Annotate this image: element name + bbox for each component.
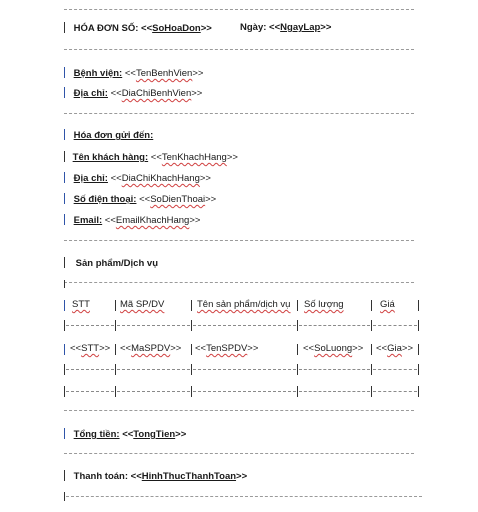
cell-dash: [299, 369, 370, 370]
cell-price[interactable]: <<Gia>>: [376, 343, 414, 354]
customer-name-label: Tên khách hàng:: [72, 152, 149, 163]
customer-phone-line: [64, 193, 216, 206]
cell-name[interactable]: <<TenSPDV>>: [195, 343, 259, 354]
customer-email-field[interactable]: <<EmailKhachHang>>: [104, 215, 201, 226]
text-cursor-bar: [64, 87, 65, 98]
customer-email-label: Email:: [73, 215, 103, 226]
customer-address-line: [64, 172, 211, 185]
cell-border: [64, 320, 65, 331]
cell-dash: [117, 391, 190, 392]
cell-border: [191, 344, 192, 355]
text-cursor-bar: [64, 428, 65, 439]
payment-field[interactable]: <<HinhThucThanhToan>>: [130, 471, 248, 482]
cell-code[interactable]: <<MaSPDV>>: [120, 343, 182, 354]
payment-line: [64, 470, 247, 483]
divider: [64, 9, 414, 10]
column-header-code: Mã SP/DV: [120, 299, 165, 310]
cell-dash: [117, 369, 190, 370]
cell-border: [371, 300, 372, 311]
invoice-number-label: HÓA ĐƠN SỐ:: [73, 23, 139, 34]
divider: [64, 113, 414, 114]
cell-border: [371, 320, 372, 331]
invoice-number-field[interactable]: <<SoHoaDon>>: [141, 23, 212, 34]
cell-border: [371, 344, 372, 355]
cell-border: [115, 344, 116, 355]
cell-dash: [373, 391, 417, 392]
cell-border: [115, 364, 116, 375]
cell-dash: [373, 369, 417, 370]
recipient-section-title: Hóa đơn gửi đến:: [64, 129, 153, 142]
cell-border: [115, 300, 116, 311]
total-label: Tổng tiền:: [73, 429, 120, 440]
total-line: [64, 428, 186, 441]
cell-quantity[interactable]: <<SoLuong>>: [303, 343, 364, 354]
customer-name-field[interactable]: <<TenKhachHang>>: [150, 152, 238, 163]
cell-border: [418, 300, 419, 311]
cell-border: [191, 300, 192, 311]
products-section-title: Sản phẩm/Dịch vụ: [64, 257, 158, 270]
cell-border: [115, 386, 116, 397]
cell-border: [64, 300, 65, 311]
cell-border: [64, 386, 65, 397]
cell-dash: [193, 391, 296, 392]
divider: [64, 453, 414, 454]
cell-border: [115, 320, 116, 331]
cell-dash: [117, 325, 190, 326]
cell-dash: [299, 391, 370, 392]
hospital-address-line: [64, 87, 202, 100]
cell-dash: [373, 325, 417, 326]
cell-dash: [66, 325, 114, 326]
text-cursor-bar: [64, 214, 65, 225]
cell-border: [418, 386, 419, 397]
column-header-stt: STT: [72, 299, 90, 310]
cell-border: [297, 386, 298, 397]
invoice-date: [240, 22, 331, 34]
column-header-name: Tên sản phẩm/dịch vụ: [197, 299, 291, 310]
text-cursor-bar: [64, 172, 65, 183]
cell-dash: [193, 369, 296, 370]
divider: [66, 496, 422, 497]
invoice-header: [64, 22, 212, 35]
total-field[interactable]: <<TongTien>>: [122, 429, 187, 440]
column-header-price: Giá: [380, 299, 395, 310]
cell-border: [297, 320, 298, 331]
customer-phone-label: Số điện thoại:: [73, 194, 137, 205]
cell-border: [191, 386, 192, 397]
customer-name-line: [64, 151, 238, 164]
divider: [64, 282, 414, 283]
text-cursor-bar: [64, 470, 65, 481]
hospital-address-field[interactable]: <<DiaChiBenhVien>>: [110, 88, 203, 99]
cell-border: [191, 364, 192, 375]
divider: [64, 410, 414, 411]
cell-border: [418, 344, 419, 355]
divider: [64, 49, 414, 50]
hospital-address-label: Địa chỉ:: [73, 88, 108, 99]
cell-dash: [299, 325, 370, 326]
text-cursor-bar: [64, 129, 65, 140]
text-cursor-bar: [64, 22, 65, 33]
text-cursor-bar: [64, 280, 65, 288]
cell-border: [64, 364, 65, 375]
text-cursor-bar: [64, 151, 65, 162]
divider: [64, 240, 414, 241]
cell-border: [371, 364, 372, 375]
hospital-name-line: [64, 67, 203, 80]
cell-border: [418, 364, 419, 375]
hospital-name-label: Bệnh viện:: [73, 68, 123, 79]
cell-border: [371, 386, 372, 397]
payment-label: Thanh toán:: [73, 471, 128, 482]
cell-dash: [66, 369, 114, 370]
invoice-date-field[interactable]: <<NgayLap>>: [269, 22, 332, 33]
cell-border: [191, 320, 192, 331]
text-cursor-bar: [64, 257, 65, 268]
cell-border: [64, 344, 65, 355]
customer-email-line: [64, 214, 200, 227]
column-header-quantity: Số lượng: [304, 299, 344, 310]
hospital-name-field[interactable]: <<TenBenhVien>>: [124, 68, 204, 79]
cell-dash: [193, 325, 296, 326]
cell-border: [297, 364, 298, 375]
text-cursor-bar: [64, 193, 65, 204]
cell-dash: [66, 391, 114, 392]
cell-stt[interactable]: <<STT>>: [70, 343, 111, 354]
invoice-date-label: Ngày:: [240, 22, 267, 33]
text-cursor-bar: [64, 492, 65, 501]
customer-address-field[interactable]: <<DiaChiKhachHang>>: [110, 173, 211, 184]
cell-border: [418, 320, 419, 331]
customer-phone-field[interactable]: <<SoDienThoai>>: [139, 194, 217, 205]
cell-border: [297, 300, 298, 311]
cell-border: [297, 344, 298, 355]
text-cursor-bar: [64, 67, 65, 78]
customer-address-label: Địa chỉ:: [73, 173, 108, 184]
